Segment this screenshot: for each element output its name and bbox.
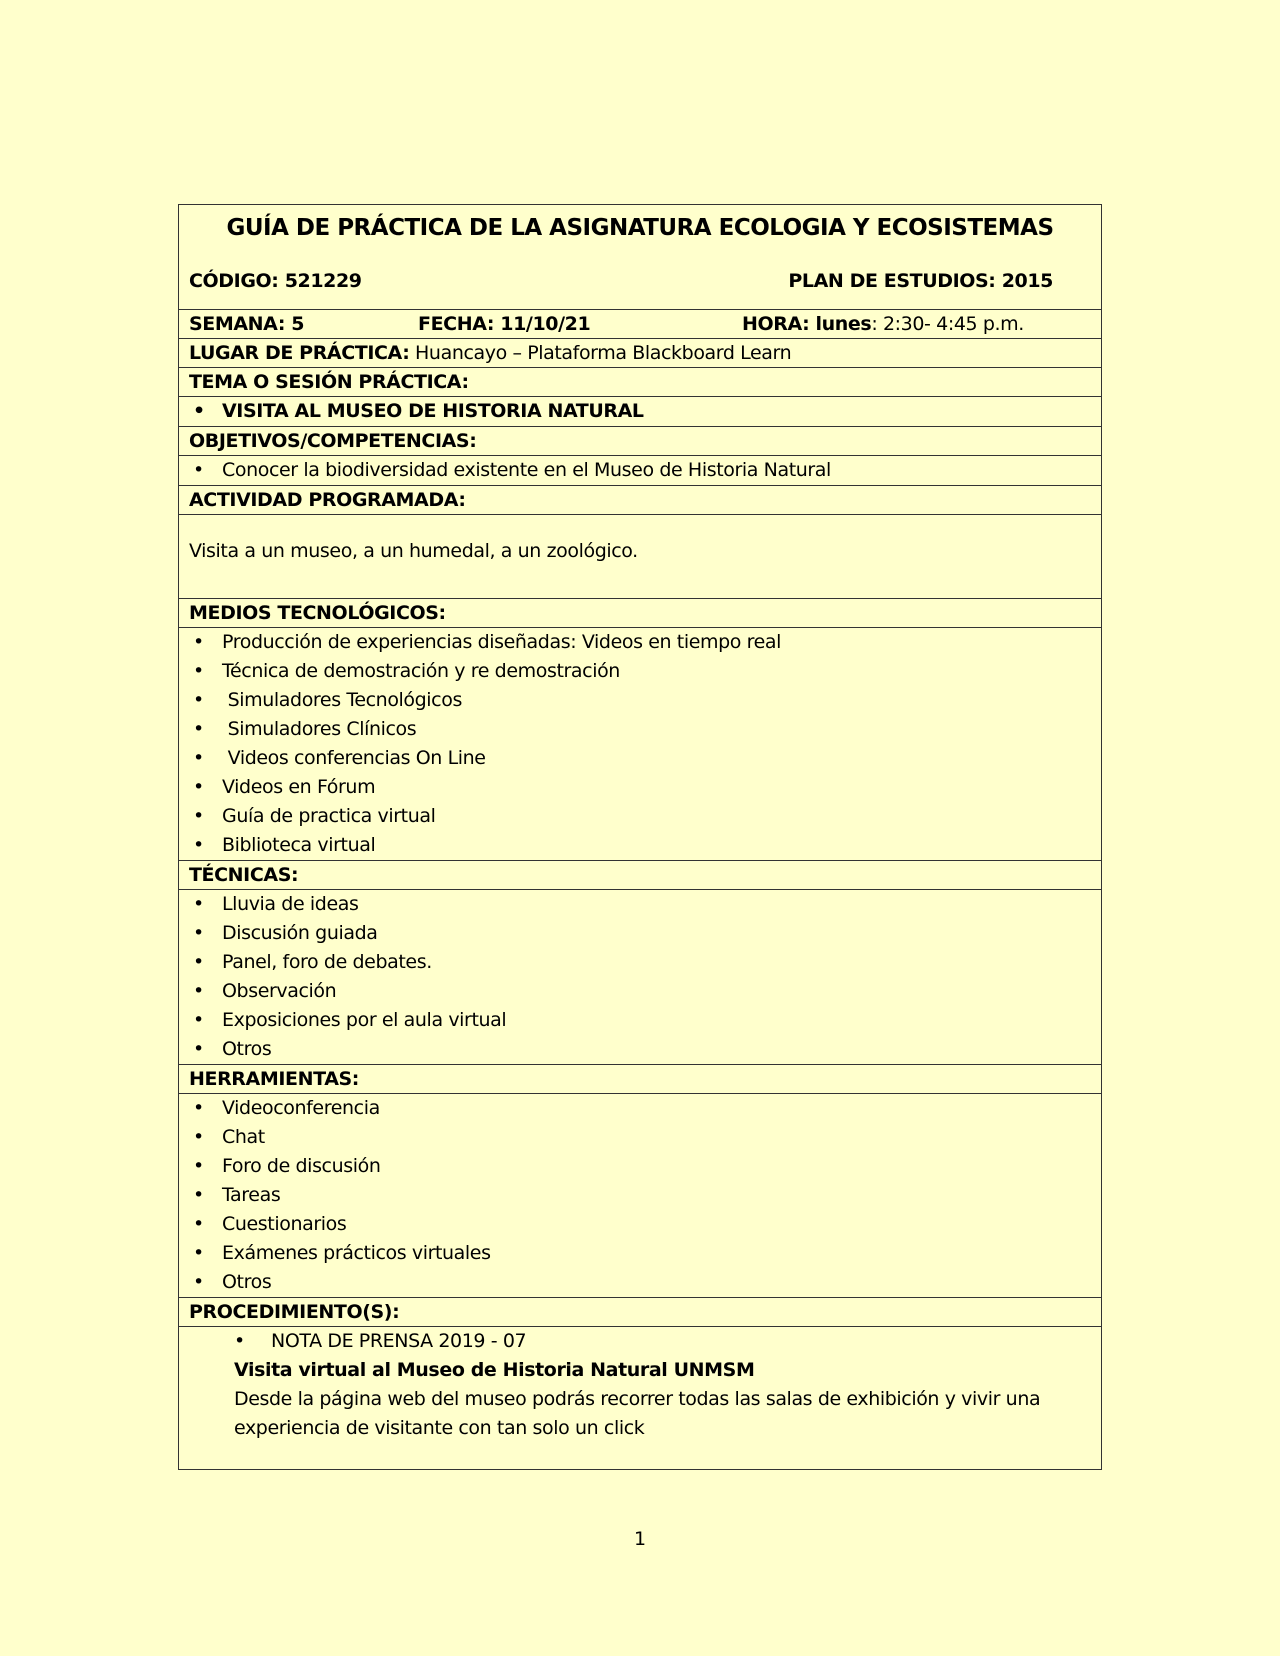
- time: [742, 310, 1024, 338]
- bullet-icon: •: [193, 400, 205, 422]
- bullet-icon: •: [193, 1271, 204, 1293]
- document-title: GUÍA DE PRÁCTICA DE LA ASIGNATURA ECOLOGIA Y ECOSISTEMAS: [226, 215, 1054, 241]
- study-plan: PLAN DE ESTUDIOS: 2015: [788, 270, 1053, 292]
- bullet-icon: •: [193, 1097, 204, 1119]
- bullet-icon: •: [193, 1126, 204, 1148]
- time-label: HORA: lunes: [742, 313, 872, 335]
- bullet-icon: •: [193, 747, 204, 769]
- bullet-icon: •: [193, 1184, 204, 1206]
- topic-row: [179, 397, 1101, 427]
- list-item: • Simuladores Clínicos: [189, 715, 1091, 744]
- list-item: • Videos conferencias On Line: [189, 744, 1091, 773]
- list-item: • Panel, foro de debates.: [189, 948, 1091, 977]
- activity-text: Visita a un museo, a un humedal, a un zoológico.: [179, 515, 1101, 599]
- list-item: • Producción de experiencias diseñadas: Videos en tiempo real: [189, 628, 1091, 657]
- list-item: • Lluvia de ideas: [189, 890, 1091, 919]
- list-item: • Tareas: [189, 1181, 1091, 1210]
- code-line: [189, 267, 1091, 295]
- practice-guide-table: [178, 204, 1102, 1470]
- bullet-icon: •: [193, 718, 204, 740]
- header-section: [179, 205, 1101, 310]
- bullet-icon: •: [193, 459, 204, 481]
- bullet-icon: •: [193, 834, 204, 856]
- list-item: • Videos en Fórum: [189, 773, 1091, 802]
- list-item: • Otros: [189, 1035, 1091, 1064]
- time-value: : 2:30- 4:45 p.m.: [871, 313, 1024, 335]
- list-item: • Discusión guiada: [189, 919, 1091, 948]
- objective-item: • Conocer la biodiversidad existente en el Museo de Historia Natural: [189, 456, 1091, 485]
- bullet-icon: •: [193, 660, 204, 682]
- procedure-heading: Visita virtual al Museo de Historia Natural UNMSM: [234, 1359, 755, 1381]
- techniques-label: TÉCNICAS:: [179, 861, 1101, 890]
- date: FECHA: 11/10/21: [418, 313, 591, 335]
- procedure-label: PROCEDIMIENTO(S):: [179, 1298, 1101, 1327]
- techniques-list: [189, 890, 1091, 1064]
- list-item: • Cuestionarios: [189, 1210, 1091, 1239]
- bullet-icon: •: [193, 689, 204, 711]
- list-item: • Simuladores Tecnológicos: [189, 686, 1091, 715]
- bullet-icon: •: [234, 1330, 245, 1352]
- bullet-icon: •: [193, 1213, 204, 1235]
- bullet-icon: •: [193, 980, 204, 1002]
- bullet-icon: •: [193, 631, 204, 653]
- week: SEMANA: 5: [189, 313, 305, 335]
- bullet-icon: •: [193, 1009, 204, 1031]
- list-item: • Técnica de demostración y re demostración: [189, 657, 1091, 686]
- list-item: • Observación: [189, 977, 1091, 1006]
- list-item: • Biblioteca virtual: [189, 831, 1091, 860]
- tools-list: [189, 1094, 1091, 1297]
- tools-list-row: [179, 1094, 1101, 1298]
- list-item: • Otros: [189, 1268, 1091, 1297]
- bullet-icon: •: [193, 776, 204, 798]
- procedure-section: [179, 1327, 1101, 1469]
- media-list-row: [179, 628, 1101, 861]
- course-code: CÓDIGO: 521229: [189, 270, 362, 292]
- list-item: • Exposiciones por el aula virtual: [189, 1006, 1091, 1035]
- list-item: • Foro de discusión: [189, 1152, 1091, 1181]
- topic-label: TEMA O SESIÓN PRÁCTICA:: [179, 368, 1101, 397]
- media-list: [189, 628, 1091, 860]
- press-note: • NOTA DE PRENSA 2019 - 07: [234, 1327, 1091, 1356]
- bullet-icon: •: [193, 951, 204, 973]
- bullet-icon: •: [193, 1155, 204, 1177]
- topic-item: • VISITA AL MUSEO DE HISTORIA NATURAL: [189, 397, 1091, 426]
- list-item: • Exámenes prácticos virtuales: [189, 1239, 1091, 1268]
- place-value: Huancayo – Plataforma Blackboard Learn: [415, 342, 792, 364]
- activity-label: ACTIVIDAD PROGRAMADA:: [179, 486, 1101, 515]
- bullet-icon: •: [193, 1038, 204, 1060]
- page-number: 1: [633, 1528, 647, 1550]
- bullet-icon: •: [193, 1242, 204, 1264]
- schedule-row: [179, 310, 1101, 339]
- objectives-label: OBJETIVOS/COMPETENCIAS:: [179, 427, 1101, 456]
- bullet-icon: •: [193, 805, 204, 827]
- list-item: • Guía de practica virtual: [189, 802, 1091, 831]
- objectives-row: [179, 456, 1101, 486]
- place-row: [179, 339, 1101, 368]
- media-label: MEDIOS TECNOLÓGICOS:: [179, 599, 1101, 628]
- list-item: • Chat: [189, 1123, 1091, 1152]
- procedure-text: Desde la página web del museo podrás recorrer todas las salas de exhibición y vivir una experiencia de visitante con tan solo un click: [234, 1388, 1041, 1439]
- place-label: LUGAR DE PRÁCTICA:: [189, 342, 410, 364]
- tools-label: HERRAMIENTAS:: [179, 1065, 1101, 1094]
- bullet-icon: •: [193, 922, 204, 944]
- techniques-list-row: [179, 890, 1101, 1065]
- bullet-icon: •: [193, 893, 204, 915]
- list-item: • Videoconferencia: [189, 1094, 1091, 1123]
